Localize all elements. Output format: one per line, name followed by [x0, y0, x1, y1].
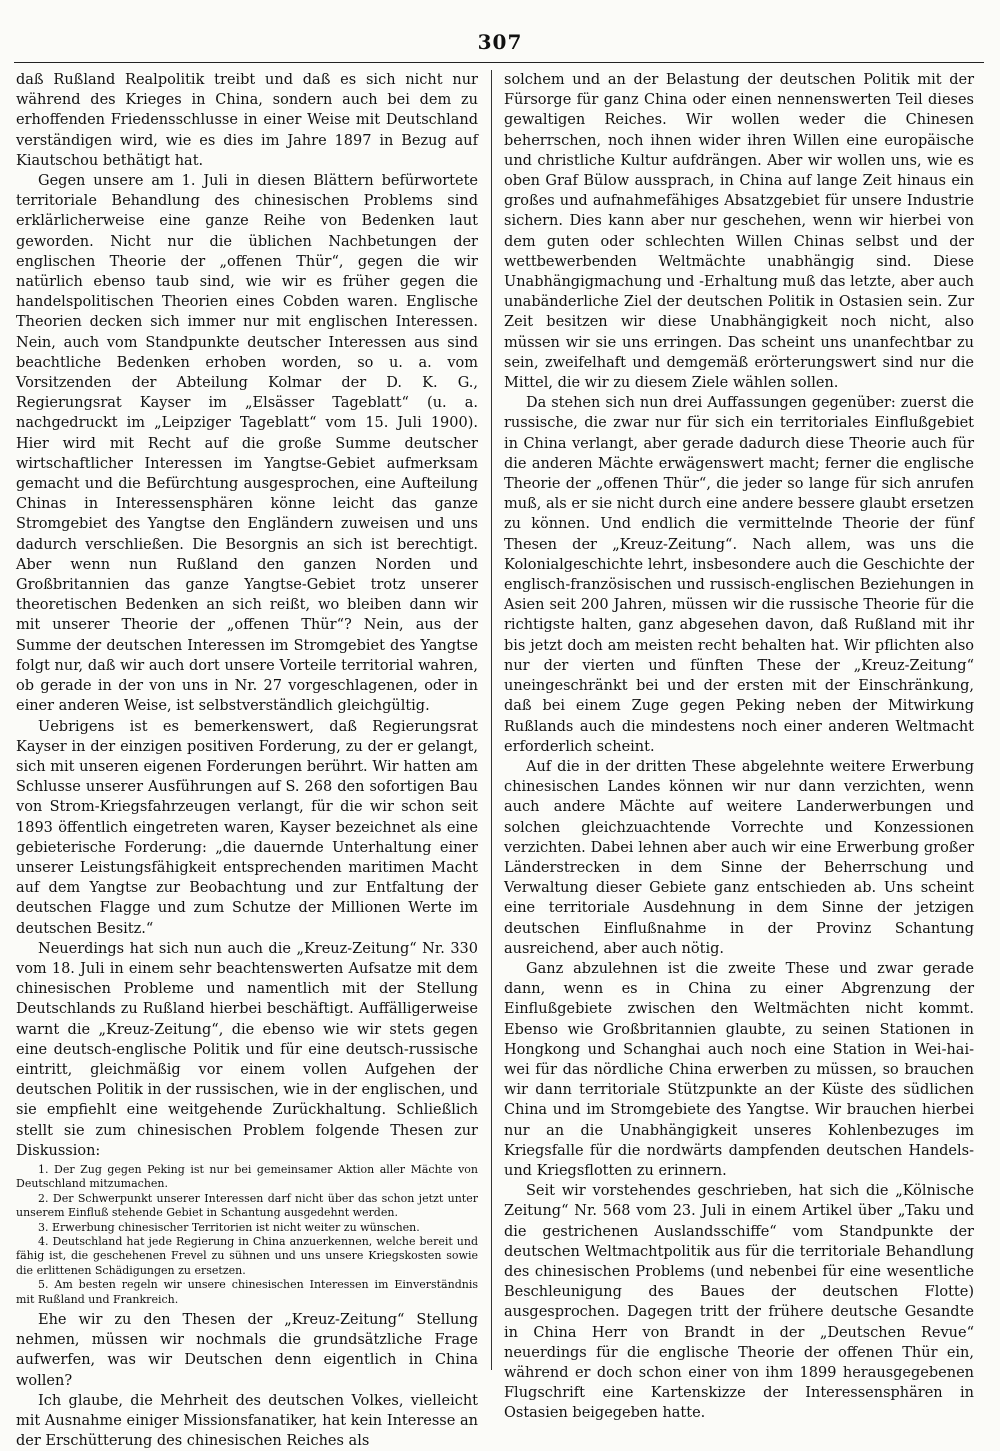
paragraph: daß Rußland Realpolitik treibt und daß es sich nicht nur während des Krieges in China, sondern auch bei dem zu erhoffenden Friedensschlusse in einer Weise mit Deutschland verständigen wird, wie es dies im Jahre 1897 in Bezug auf Kiautschou bethätigt hat. [16, 72, 478, 169]
right-column [504, 70, 974, 1422]
thesis-item: 3. Erwerbung chinesischer Territorien ist nicht weiter zu wünschen. [38, 1220, 420, 1234]
paragraph: Ganz abzulehnen ist die zweite These und zwar gerade dann, wenn es in China zu einer Abgrenzung der Einflußgebiete zwischen den Weltmächten nicht kommt. Ebenso wie Großbritannien glaubte, zu seinen Stationen in Hongkong und Schanghai auch noch eine Station in Wei-hai-wei für das nördliche China erwerben zu müssen, so brauchen wir dann territoriale Stützpunkte an der Küste des südlichen China und im Stromgebiete des Yangtse. Wir brauchen hierbei nur an die Unabhängigkeit unseres Kohlenbezuges im Kriegsfalle für die nordwärts dampfenden deutschen Handels- und Kriegsflotten zu erinnern. [504, 960, 974, 1179]
thesis-item: 2. Der Schwerpunkt unserer Interessen darf nicht über das schon jetzt unter unserem Einfluß stehende Gebiet in Schantung ausgedehnt werden. [16, 1191, 478, 1220]
paragraph: Neuerdings hat sich nun auch die „Kreuz-Zeitung“ Nr. 330 vom 18. Juli in einem sehr beachtenswerten Aufsatze mit dem chinesischen Probleme und namentlich mit der Stellung Deutschlands zu Rußland hierbei beschäftigt. Auffälligerweise warnt die „Kreuz-Zeitung“, die ebenso wie wir stets gegen eine deutsch-englische Politik und für eine deutsch-russische eintritt, gleichmäßig vor einem vollen Aufgehen der deutschen Politik in der russischen, wie in der englischen, und sie empfiehlt eine weitgehende Zurückhaltung. Schließlich stellt sie zum chinesischen Problem folgende Thesen zur Diskussion: [16, 940, 479, 1159]
left-column [16, 70, 479, 1450]
thesis-item: 5. Am besten regeln wir unsere chinesischen Interessen im Einverständnis mit Rußland und Frankreich. [16, 1278, 478, 1306]
paragraph: Ehe wir zu den Thesen der „Kreuz-Zeitung“ Stellung nehmen, müssen wir nochmals die grundsätzliche Frage aufwerfen, was wir Deutschen denn eigentlich in China wollen? [16, 1312, 478, 1389]
paragraph: Da stehen sich nun drei Auffassungen gegenüber: zuerst die russische, die zwar nur für sich ein territoriales Einflußgebiet in China verlangt, aber gerade dadurch diese Theorie auch für die anderen Mächte erwägenswert macht; ferner die englische Theorie der „offenen Thür“, die jeder so lange für sich anrufen muß, als er sie nicht durch eine andere bessere glaubt ersetzen zu können. Und endlich die vermittelnde Theorie der fünf Thesen der „Kreuz-Zeitung“. Nach allem, was uns die Kolonialgeschichte lehrt, insbesondere auch die Geschichte der englisch-französischen und russisch-englischen Beziehungen in Asien seit 200 Jahren, müssen wir die russische Theorie für die richtigste halten, ganz abgesehen davon, daß Rußland mit ihr bis jetzt doch am meisten recht behalten hat. Wir pflichten also nur der vierten und fünften These der „Kreuz-Zeitung“ uneingeschränkt bei und der ersten mit der Einschränkung, daß bei einem Zuge gegen Peking neben der Mitwirkung Rußlands auch die mindestens noch einer anderen Weltmacht erforderlich scheint. [504, 395, 974, 755]
column-divider [491, 70, 492, 1370]
paragraph: solchem und an der Belastung der deutschen Politik mit der Fürsorge für ganz China oder einen nennenswerten Teil dieses gewaltigen Reiches. Wir wollen weder die Chinesen beherrschen, noch ihnen wider ihren Willen eine europäische und christliche Kultur aufdrängen. Aber wir wollen uns, wie es oben Graf Bülow aussprach, in China auf lange Zeit hinaus ein großes und aufnahmefähiges Absatzgebiet für unsere Industrie sichern. Dies kann aber nur geschehen, wenn wir hierbei von dem guten oder schlechten Willen Chinas selbst und der wettbewerbenden Weltmächte unabhängig sind. Diese Unabhängigmachung und -Erhaltung muß das letzte, aber auch unabänderliche Ziel der deutschen Politik in Ostasien sein. Zur Zeit besitzen wir diese Unabhängigkeit noch nicht, also müssen wir sie uns erringen. Das scheint uns unanfechtbar zu sein, zweifelhaft und demgemäß erörterungswert sind nur die Mittel, die wir zu diesem Ziele wählen sollen. [504, 72, 974, 392]
paragraph: Uebrigens ist es bemerkenswert, daß Regierungsrat Kayser in der einzigen positiven Forderung, zu der er gelangt, sich mit unseren eigenen Forderungen berührt. Wir hatten am Schlusse unserer Ausführungen auf S. 268 den sofortigen Bau von Strom-Kriegsfahrzeugen verlangt, für die wir schon seit 1893 öffentlich eingetreten waren, Kayser bezeichnet als eine gebieterische Forderung: „die dauernde Unterhaltung einer unserer Leistungsfähigkeit entsprechenden maritimen Macht auf dem Yangtse zur Beobachtung und zur Entfaltung der deutschen Flagge und zum Schutze der Millionen Werte im deutschen Besitz.“ [16, 718, 478, 937]
thesis-item: 1. Der Zug gegen Peking ist nur bei gemeinsamer Aktion aller Mächte von Deutschland mitzumachen. [16, 1162, 478, 1191]
paragraph: Gegen unsere am 1. Juli in diesen Blättern befürwortete territoriale Behandlung des chinesischen Problems sind erklärlicherweise eine ganze Reihe von Bedenken laut geworden. Nicht nur die üblichen Nachbetungen der englischen Theorie der „offenen Thür“, gegen die wir natürlich ebenso taub sind, wie wir es früher gegen die handelspolitischen Theorien eines Cobden waren. Englische Theorien decken sich immer nur mit englischen Interessen. Nein, auch vom Standpunkte deutscher Interessen aus sind beachtliche Bedenken erhoben worden, so u. a. vom Vorsitzenden der Abteilung Kolmar der D. K. G., Regierungsrat Kayser im „Elsässer Tageblatt“ (u. a. nachgedruckt im „Leipziger Tageblatt“ vom 15. Juli 1900). Hier wird mit Recht auf die große Summe deutscher wirtschaftlicher Interessen im Yangtse-Gebiet aufmerksam gemacht und die Befürchtung ausgesprochen, eine Aufteilung Chinas in Interessensphären könne leicht das ganze Stromgebiet des Yangtse den Engländern zuweisen und uns dadurch verschließen. Die Besorgnis an sich ist berechtigt. Aber wenn nun Rußland den ganzen Norden und Großbritannien das ganze Yangtse-Gebiet trotz unserer theoretischen Bedenken an sich reißt, wo bleiben dann wir mit unserer Theorie der „offenen Thür“? Nein, aus der Summe der deutschen Interessen im Stromgebiet des Yangtse folgt nur, daß wir auch dort unsere Vorteile territorial wahren, ob gerade in der von uns in Nr. 27 vorgeschlagenen, oder in einer anderen Weise, ist selbstverständlich gleichgültig. [16, 173, 478, 715]
header-rule [14, 62, 984, 63]
thesis-item: 4. Deutschland hat jede Regierung in China anzuerkennen, welche bereit und fähig ist, die geschehenen Frevel zu sühnen und uns unsere Kriegskosten sowie die erlittenen Schädigungen zu ersetzen. [16, 1235, 478, 1277]
paragraph: Seit wir vorstehendes geschrieben, hat sich die „Kölnische Zeitung“ Nr. 568 vom 23. Juli in einem Artikel über „Taku und die gestrichenen Auslandsschiffe“ vom Standpunkte der deutschen Weltmachtpolitik aus für die territoriale Behandlung des chinesischen Problems (und nebenbei für eine wesentliche Beschleunigung des Baues der deutschen Flotte) ausgesprochen. Dagegen tritt der frühere deutsche Gesandte in China Herr von Brandt in der „Deutschen Revue“ neuerdings für die englische Theorie der offenen Thür ein, während er doch schon einer von ihm 1899 herausgegebenen Flugschrift eine Kartenskizze der Interessensphären in Ostasien beigegeben hatte. [504, 1183, 974, 1422]
theses-list [16, 1163, 478, 1307]
paragraph: Auf die in der dritten These abgelehnte weitere Erwerbung chinesischen Landes können wir nur dann verzichten, wenn auch andere Mächte auf weitere Landerwerbungen und solchen gleichzuachtende Vorrechte und Konzessionen verzichten. Dabei lehnen aber auch wir eine Erwerbung großer Länderstrecken in dem Sinne der Beherrschung und Verwaltung dieser Gebiete ganz entschieden ab. Uns scheint eine territoriale Ausdehnung in dem Sinne der jetzigen deutschen Einflußnahme in der Provinz Schantung ausreichend, aber auch nötig. [504, 758, 974, 957]
paragraph: Ich glaube, die Mehrheit des deutschen Volkes, vielleicht mit Ausnahme einiger Missionsfanatiker, hat kein Interesse an der Erschütterung des chinesischen Reiches als [16, 1392, 478, 1450]
page-number: 307 [477, 30, 523, 54]
